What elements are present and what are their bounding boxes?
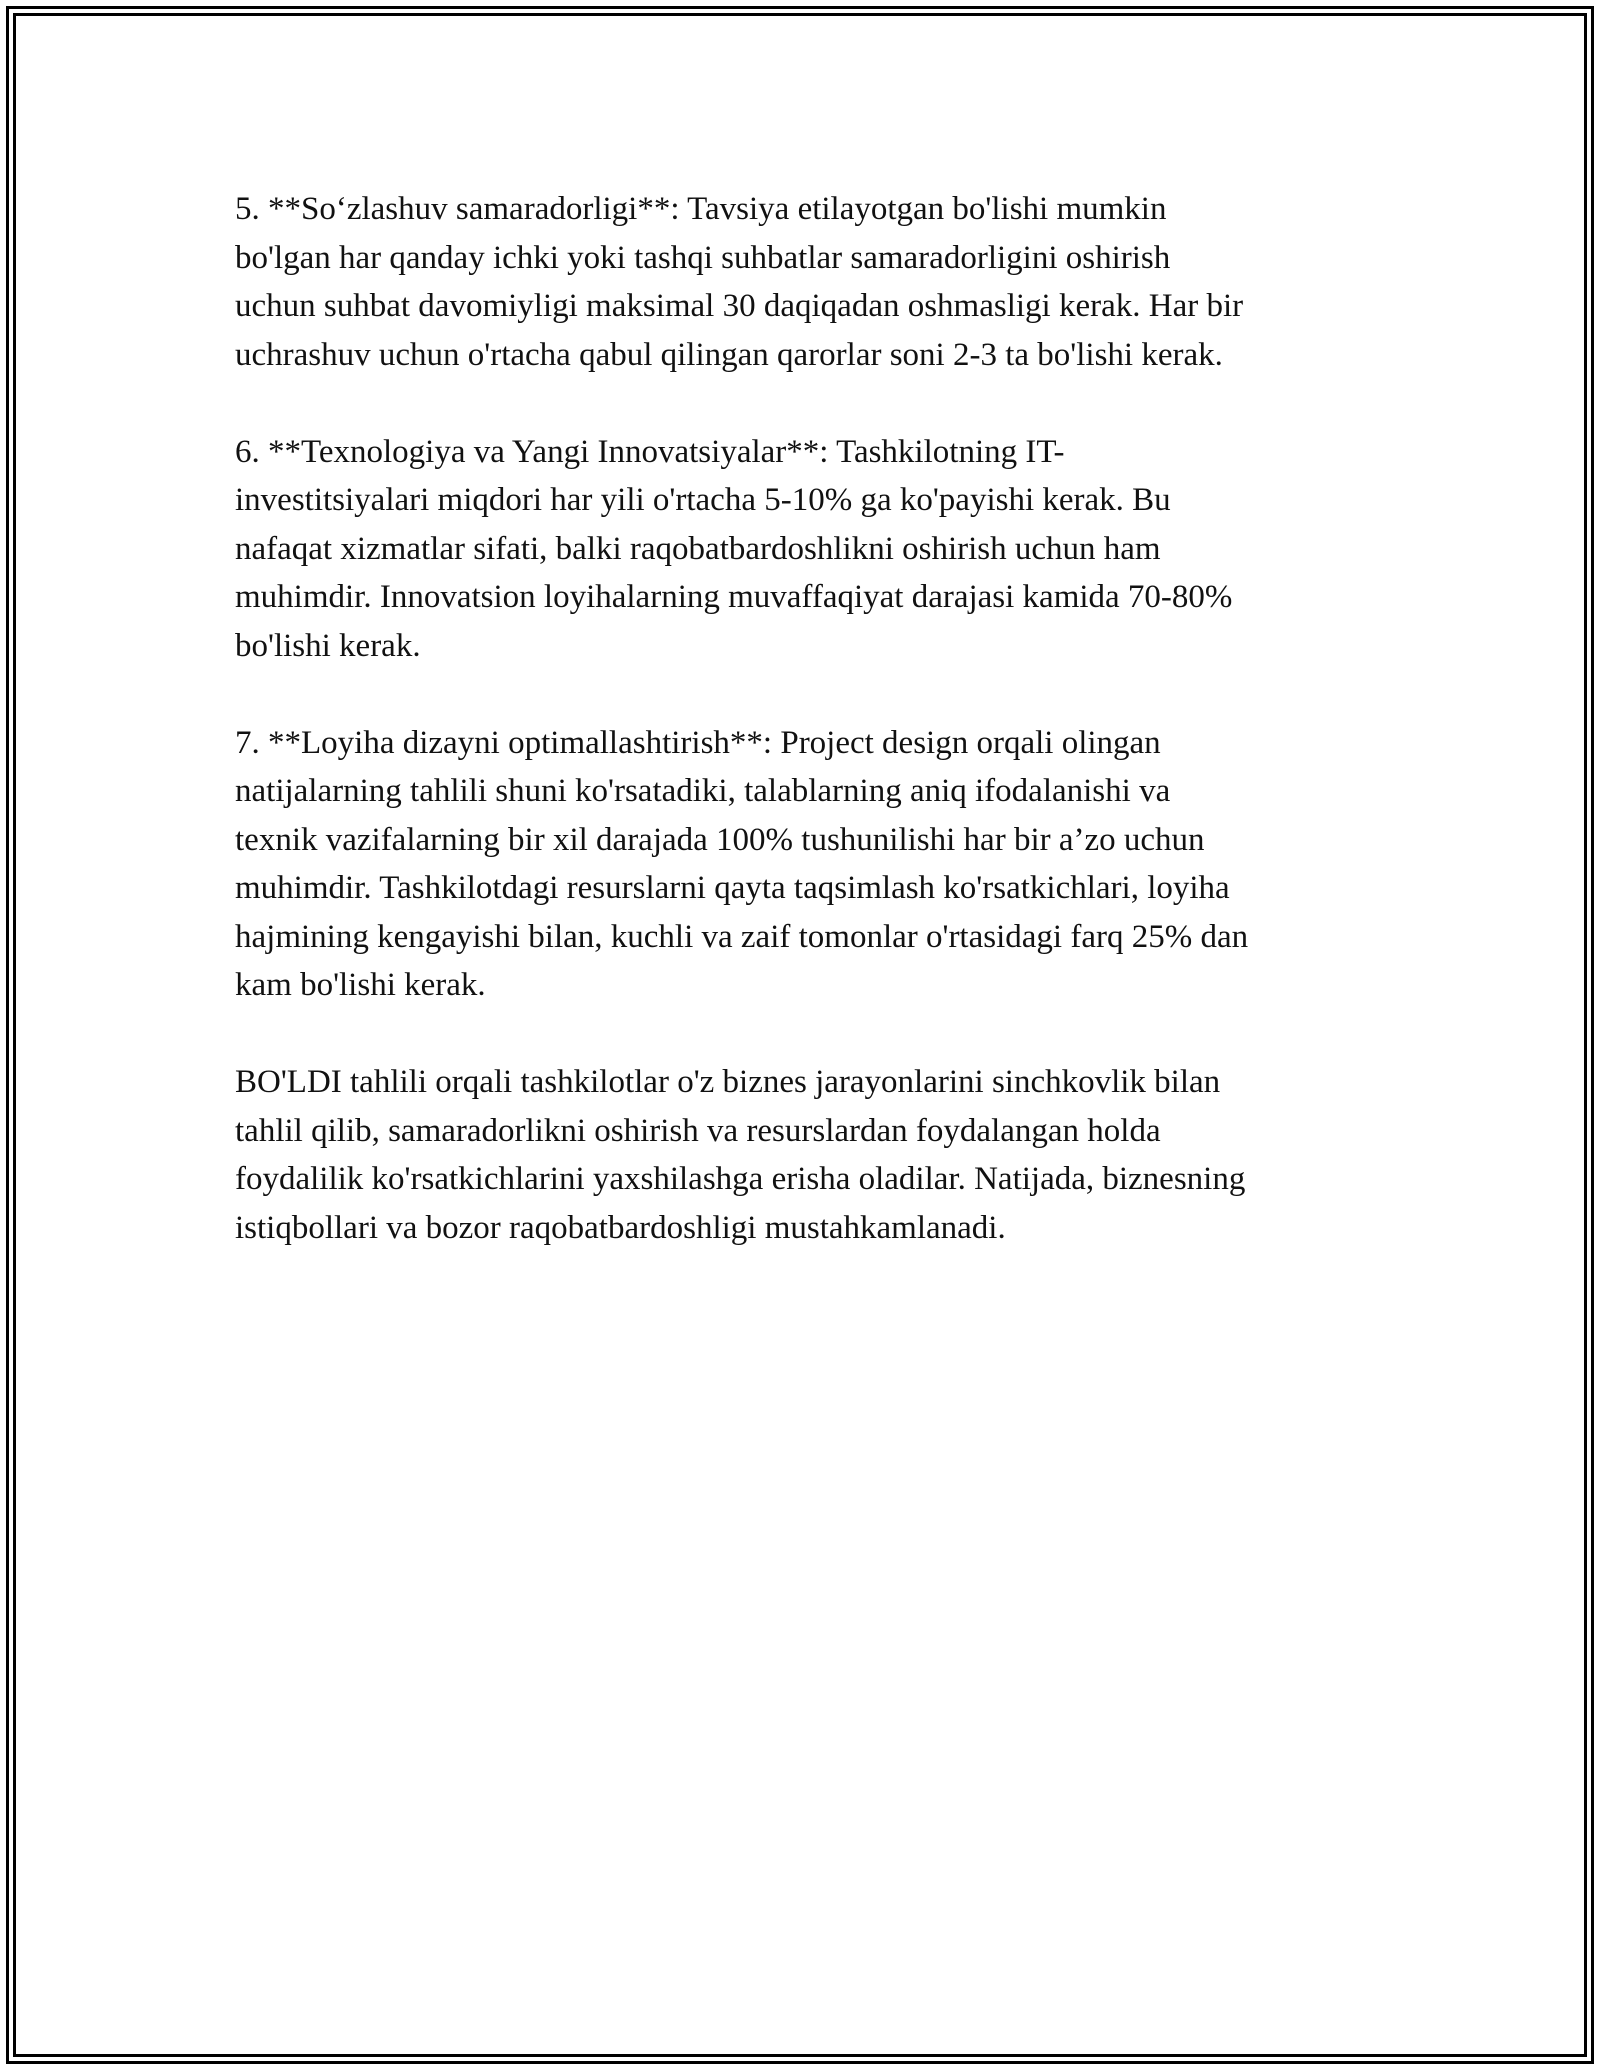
paragraph-section-6: 6. **Texnologiya va Yangi Innovatsiyalar**: Tashkilotning IT- investitsiyalari miqdori har yili o'rtacha 5-10% ga ko'payishi kerak. Bu nafaqat xizmatlar sifati, balki raqobatbardoshlikni oshirish uchun ham muhimdir. Innovatsion loyihalarning muvaffaqiyat darajasi kamida 70-80% bo'lishi kerak. <box>235 433 1233 664</box>
document-body <box>235 185 1375 1301</box>
paragraph-section-5: 5. **So‘zlashuv samaradorligi**: Tavsiya etilayotgan bo'lishi mumkin bo'lgan har qanday ichki yoki tashqi suhbatlar samaradorligini oshirish uchun suhbat davomiyligi maksimal 30 daqiqadan oshmasligi kerak. Har bir uchrashuv uchun o'rtacha qabul qilingan qarorlar soni 2-3 ta bo'lishi kerak. <box>235 191 1244 373</box>
paragraph-section-7: 7. **Loyiha dizayni optimallashtirish**: Project design orqali olingan natijalarning tahlili shuni ko'rsatadiki, talablarning aniq ifodalanishi va texnik vazifalarning bir xil darajada 100% tushunilishi har bir a’zo uchun muhimdir. Tashkilotdagi resurslarni qayta taqsimlash ko'rsatkichlari, loyiha hajmining kengayishi bilan, kuchli va zaif tomonlar o'rtasidagi farq 25% dan kam bo'lishi kerak. <box>235 724 1249 1003</box>
paragraph-conclusion: BO'LDI tahlili orqali tashkilotlar o'z biznes jarayonlarini sinchkovlik bilan tahlil qilib, samaradorlikni oshirish va resurslardan foydalangan holda foydalilik ko'rsatkichlarini yaxshilashga erisha oladilar. Natijada, biznesning istiqbollari va bozor raqobatbardoshligi mustahkamlanadi. <box>235 1064 1246 1246</box>
